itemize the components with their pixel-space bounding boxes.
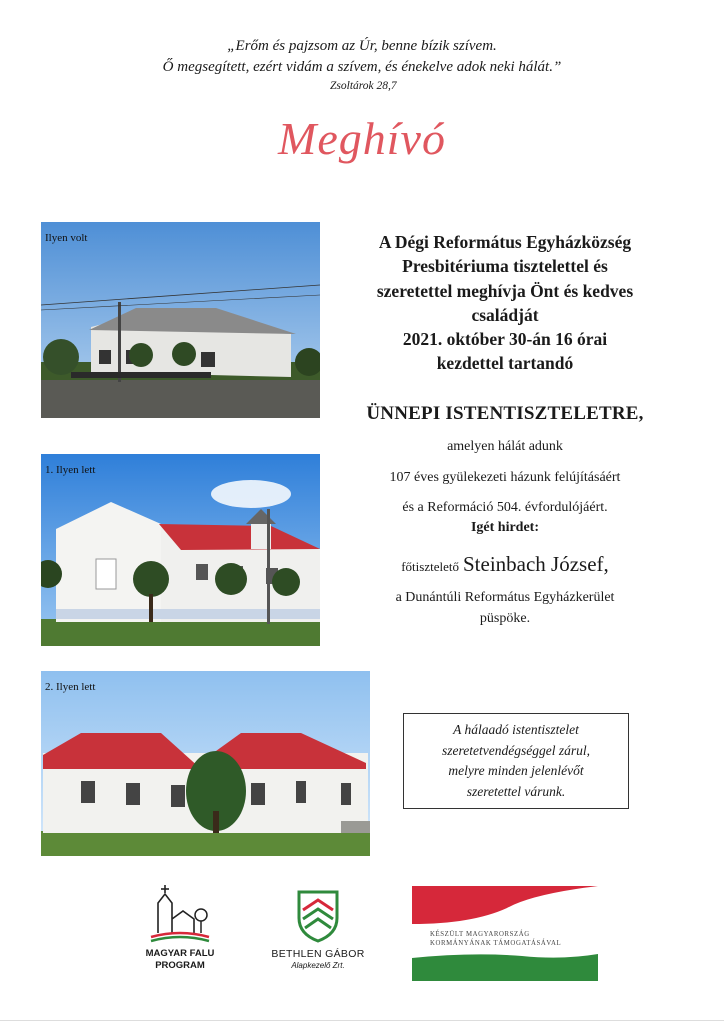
magyar-falu-logo: [135, 883, 225, 978]
village-icon: [145, 883, 215, 943]
bethlen-text-1: BETHLEN GÁBOR: [271, 948, 365, 960]
notice-line: melyre minden jelenlévőt: [448, 763, 584, 778]
photo-after-2-image: [41, 671, 370, 856]
government-support-logo: [412, 886, 598, 981]
invitation-line: családját: [471, 304, 539, 325]
government-support-text: [430, 930, 561, 948]
photo-before-image: [41, 222, 320, 418]
photo-after-2: [41, 671, 370, 856]
notice-line: A hálaadó istentisztelet: [453, 722, 579, 737]
preacher-prefix: főtisztelető: [401, 559, 459, 574]
detail-line: Igét hirdet:: [470, 520, 540, 535]
event-title: ÜNNEPI ISTENTISZTELETRE,: [366, 403, 644, 424]
magyar-falu-text-1: MAGYAR FALU: [145, 948, 215, 959]
bethlen-text-2: Alapkezelő Zrt.: [291, 961, 345, 970]
invitation-line: szeretettel meghívja Önt és kedves: [376, 280, 634, 301]
government-text-2: KORMÁNYÁNAK TÁMOGATÁSÁVAL: [430, 940, 562, 947]
detail-line: 107 éves gyülekezeti házunk felújításáért: [389, 470, 621, 485]
page-title: Meghívó: [278, 113, 446, 164]
bethlen-shield-icon: [293, 888, 343, 943]
photo-caption: 2. Ilyen lett: [45, 681, 96, 693]
notice-line: szeretettel várunk.: [466, 783, 566, 799]
government-text-1: KÉSZÜLT MAGYARORSZÁG: [430, 931, 530, 938]
detail-line: és a Reformáció 504. évfordulójáért.: [402, 500, 608, 515]
bethlen-gabor-logo: [268, 888, 368, 978]
preacher: [330, 552, 680, 577]
photo-before: [41, 222, 320, 418]
preacher-name: Steinbach József,: [462, 552, 609, 576]
preacher-role: a Dunántúli Református Egyházkerület: [395, 590, 615, 605]
invitation-line: 2021. október 30-án 16 órai: [402, 329, 608, 350]
bottom-divider: [0, 1020, 724, 1021]
notice-box: [403, 713, 629, 809]
photo-caption: Ilyen volt: [45, 232, 88, 244]
preacher-role: püspöke.: [479, 611, 531, 626]
invitation-line: A Dégi Református Egyházközség: [378, 232, 632, 252]
quote-line-1: „Erőm és pajzsom az Úr, benne bízik szívem.: [227, 38, 497, 54]
quote-line-2: Ő megsegített, ezért vidám a szívem, és énekelve adok neki hálát.”: [162, 59, 562, 75]
photo-after-1-image: [41, 454, 320, 646]
photo-after-1: [41, 454, 320, 646]
detail-line: amelyen hálát adunk: [447, 439, 563, 454]
invitation-line: Presbitériuma tisztelettel és: [402, 256, 608, 277]
bible-quote: [0, 36, 724, 78]
notice-line: szeretetvendégséggel zárul,: [442, 742, 590, 758]
invitation-line: kezdettel tartandó: [436, 353, 574, 374]
invitation-text: [330, 230, 680, 376]
magyar-falu-text-2: PROGRAM: [155, 960, 205, 971]
photo-caption: 1. Ilyen lett: [45, 464, 96, 476]
quote-reference: Zsoltárok 28,7: [330, 80, 397, 92]
